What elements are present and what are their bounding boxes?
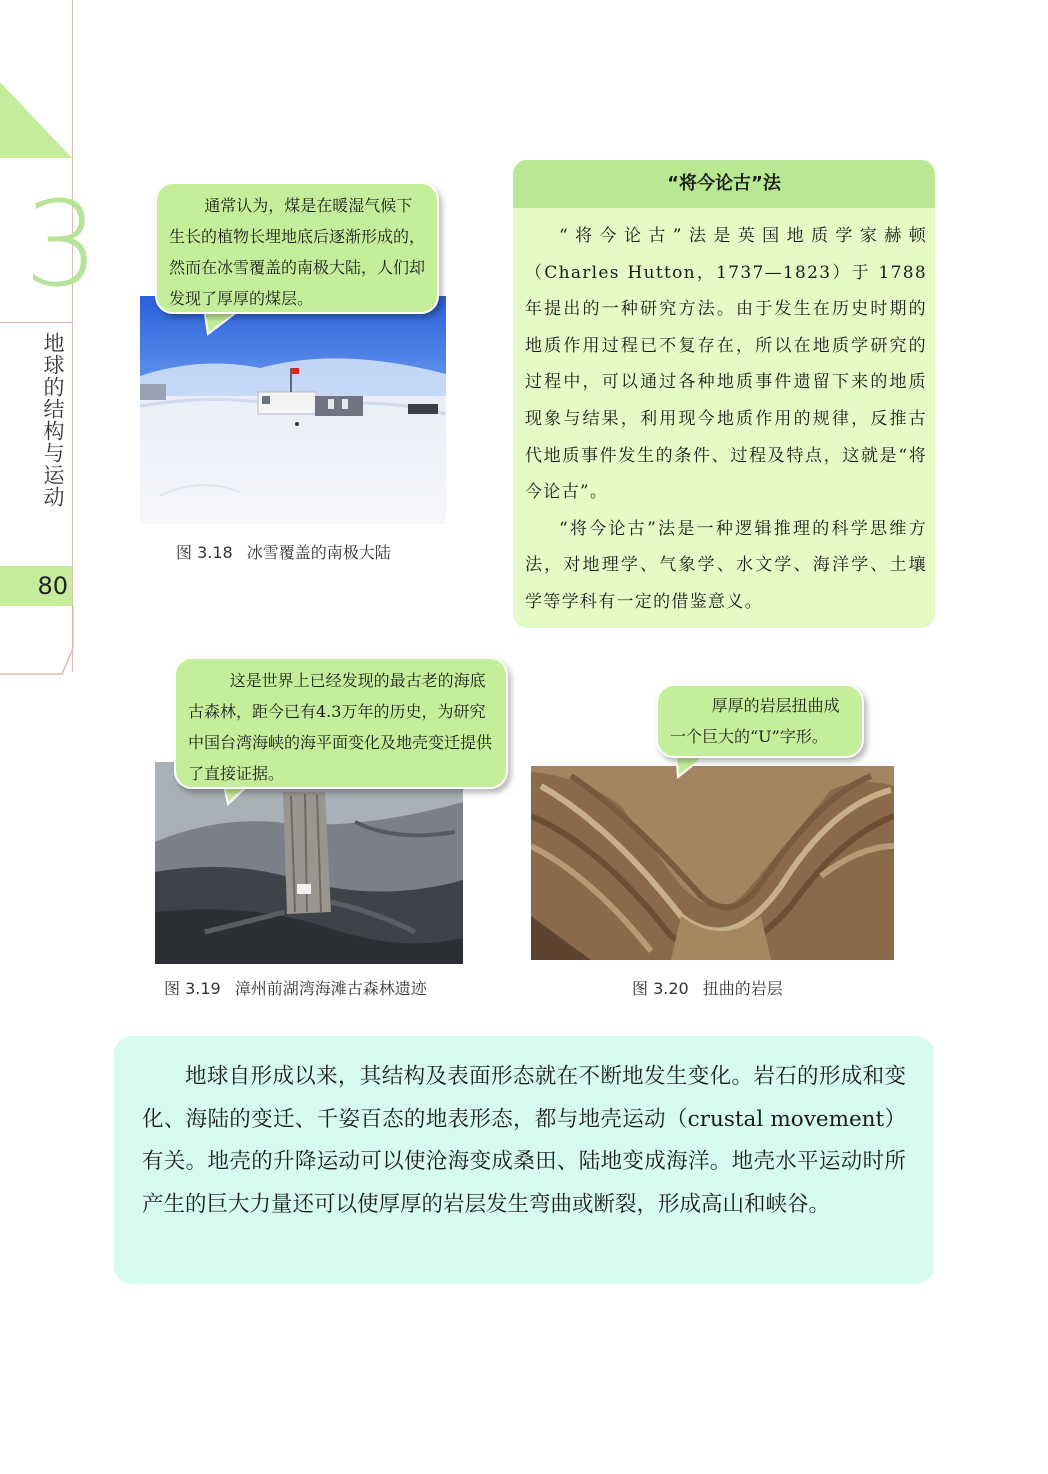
margin-line — [72, 0, 73, 672]
figure-caption-text: 冰雪覆盖的南极大陆 — [246, 543, 391, 562]
figure-3-18-caption — [176, 540, 391, 563]
speech-bubble-coal — [155, 182, 439, 314]
figure-number: 图 3.18 — [176, 543, 233, 562]
info-box-body — [525, 218, 927, 621]
bubble-text: 厚厚的岩层扭曲成一个巨大的“U”字形。 — [670, 696, 840, 746]
figure-caption-text: 扭曲的岩层 — [702, 979, 783, 998]
figure-number: 图 3.20 — [632, 979, 689, 998]
figure-3-19-caption — [164, 976, 427, 999]
bubble-text: 这是世界上已经发现的最古老的海底古森林，距今已有4.3万年的历史，为研究中国台湾海峡的海平面变化及地壳变迁提供了直接证据。 — [188, 671, 493, 783]
main-text-box — [114, 1036, 934, 1284]
antarctic-snowfield-photo — [140, 296, 446, 524]
figure-caption-text: 漳州前湖湾海滩古森林遗迹 — [234, 979, 427, 998]
chapter-title: 地球的结构与运动 — [41, 332, 65, 508]
chapter-number: 3 — [24, 175, 100, 313]
info-paragraph: “将今论古”法是一种逻辑推理的科学思维方法，对地理学、气象学、水文学、海洋学、土壤学等学科有一定的借鉴意义。 — [525, 518, 927, 612]
speech-bubble-forest — [174, 657, 508, 789]
info-box-uniformitarianism — [513, 160, 935, 628]
chapter-rule — [0, 322, 72, 323]
info-paragraph: “将今论古”法是英国地质学家赫顿（Charles Hutton，1737—1823）于 1788 年提出的一种研究方法。由于发生在历史时期的地质作用过程已不复存在，所以在地质学研究的过程中，可以通过各种地质事件遗留下来的地质现象与结果，利用现今地质作用的规律，反推古代地质事件发生的条件、过程及特点，这就是“将今论古”。 — [525, 226, 927, 503]
bubble-text: 通常认为，煤是在暖湿气候下生长的植物长埋地底后逐渐形成的，然而在冰雪覆盖的南极大陆，人们却发现了厚厚的煤层。 — [169, 196, 426, 308]
info-box-title: “将今论古”法 — [513, 160, 935, 208]
margin-corner-triangle — [0, 82, 72, 158]
ancient-submarine-forest-photo — [155, 762, 463, 964]
main-paragraph: 地球自形成以来，其结构及表面形态就在不断地发生变化。岩石的形成和变化、海陆的变迁、千姿百态的地表形态，都与地壳运动（crustal movement）有关。地壳的升降运动可以使沧海变成桑田、陆地变成海洋。地壳水平运动时所产生的巨大力量还可以使厚厚的岩层发生弯曲或断裂，形成高山和峡谷。 — [142, 1064, 906, 1217]
page-number: 80 — [37, 572, 68, 600]
folded-rock-strata-photo — [531, 766, 894, 960]
figure-number: 图 3.19 — [164, 979, 221, 998]
margin-bottom-bracket — [0, 606, 80, 678]
figure-3-20-caption — [632, 976, 783, 999]
speech-bubble-u-fold — [656, 684, 864, 758]
